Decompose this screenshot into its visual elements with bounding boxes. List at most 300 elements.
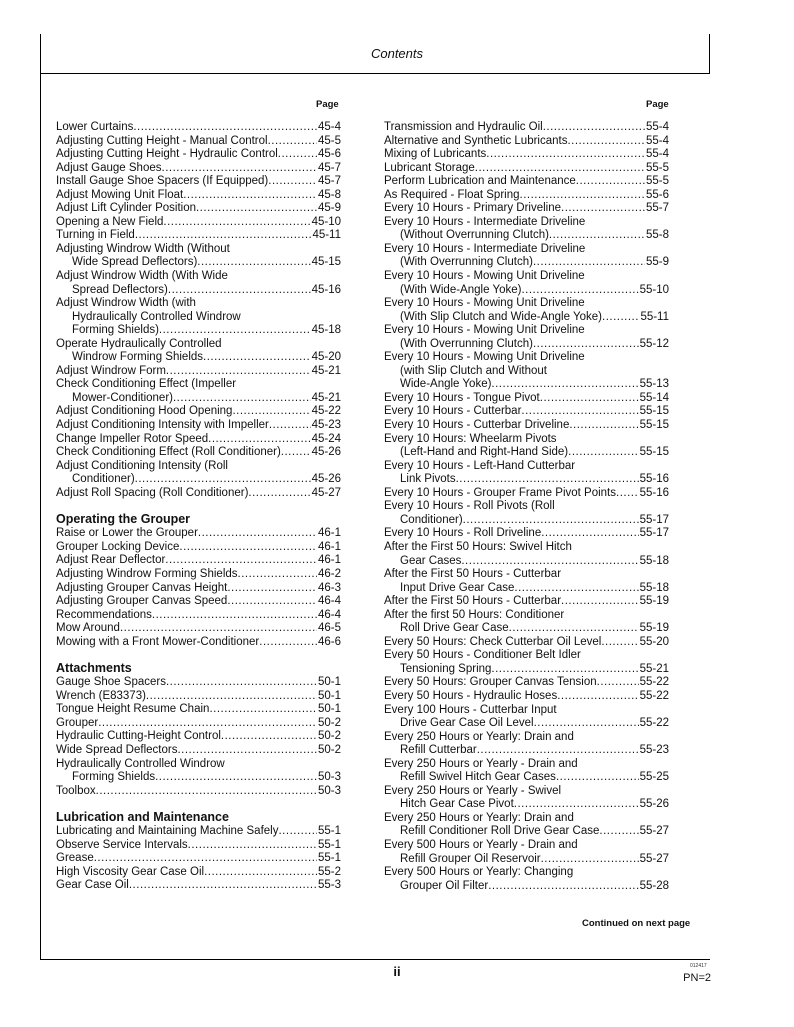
toc-entry[interactable]: [56, 135, 341, 149]
toc-entry[interactable]: [56, 148, 341, 162]
toc-entry[interactable]: [56, 879, 341, 893]
dot-leader: [183, 189, 317, 203]
toc-entry[interactable]: [56, 717, 341, 731]
dot-leader: [168, 284, 311, 298]
toc-entry[interactable]: [56, 690, 341, 704]
dot-leader: [463, 514, 639, 528]
toc-entry[interactable]: [56, 785, 341, 799]
toc-entry[interactable]: [384, 135, 669, 149]
section-heading: Operating the Grouper: [56, 512, 191, 527]
dot-leader: [601, 636, 638, 650]
toc-entry-page: 45-5: [317, 134, 341, 147]
toc-entry-title: Spread Deflectors): [72, 283, 168, 296]
toc-entry[interactable]: [56, 595, 341, 609]
toc-entry-line: Every 10 Hours - Mowing Unit Driveline: [384, 351, 585, 364]
toc-entry-title: Adjusting Windrow Forming Shields: [56, 567, 238, 580]
toc-entry-page: 55-17: [639, 527, 669, 540]
toc-entry[interactable]: [384, 270, 669, 297]
toc-entry-title: Forming Shields: [72, 771, 156, 784]
toc-entry-line: Every 10 Hours - Left-Hand Cutterbar: [384, 459, 576, 472]
dot-leader: [616, 487, 639, 501]
toc-entry-page: 55-6: [645, 188, 669, 201]
toc-entry[interactable]: [384, 419, 669, 433]
toc-entry-line: Every 10 Hours - Mowing Unit Driveline: [384, 324, 585, 337]
toc-entry-title: Adjusting Cutting Height - Manual Control: [56, 134, 268, 147]
toc-entry[interactable]: [384, 324, 669, 351]
toc-entry-page: 45-26: [311, 473, 341, 486]
toc-entry-page: 55-27: [639, 825, 669, 838]
toc-entry-title: (With Overrunning Clutch): [400, 337, 533, 350]
toc-entry-page: 45-27: [311, 486, 341, 499]
dot-leader: [259, 636, 317, 650]
toc-entry-page: 55-27: [639, 852, 669, 865]
toc-right-column: [384, 121, 669, 893]
toc-entry[interactable]: [56, 378, 341, 405]
toc-entry[interactable]: [56, 487, 341, 501]
toc-entry-page: 45-23: [311, 419, 341, 432]
dot-leader: [152, 609, 317, 623]
toc-entry[interactable]: [56, 744, 341, 758]
toc-entry[interactable]: [384, 460, 669, 487]
toc-entry-title: Grouper Oil Filter: [400, 879, 489, 892]
toc-entry[interactable]: [56, 297, 341, 338]
toc-entry[interactable]: [384, 487, 669, 501]
dot-leader: [146, 690, 317, 704]
dot-leader: [209, 703, 317, 717]
toc-entry-page: 55-18: [639, 554, 669, 567]
toc-entry-page: 55-5: [645, 161, 669, 174]
toc-entry[interactable]: [56, 852, 341, 866]
toc-entry[interactable]: [56, 582, 341, 596]
toc-entry-page: 46-1: [317, 527, 341, 540]
dot-leader: [521, 405, 638, 419]
toc-entry-title: Windrow Forming Shields: [72, 351, 204, 364]
dot-leader: [238, 568, 317, 582]
toc-entry-title: Mow Around: [56, 622, 120, 635]
dot-leader: [491, 663, 638, 677]
dot-leader: [166, 676, 317, 690]
document-code: 012417: [690, 963, 707, 969]
toc-entry-title: Every 10 Hours - Roll Driveline: [384, 527, 542, 540]
toc-entry-title: Link Pivots: [400, 473, 456, 486]
toc-entry-title: Change Impeller Rotor Speed: [56, 432, 209, 445]
dot-leader: [541, 853, 639, 867]
toc-entry[interactable]: [56, 825, 341, 839]
toc-entry-page: 46-1: [317, 554, 341, 567]
toc-entry-title: Forming Shields): [72, 324, 159, 337]
toc-entry-page: 55-22: [639, 717, 669, 730]
toc-entry-title: Every 10 Hours - Cutterbar Driveline: [384, 419, 570, 432]
dot-leader: [96, 785, 317, 799]
dot-leader: [520, 189, 645, 203]
toc-entry-title: Observe Service Intervals: [56, 838, 188, 851]
dot-leader: [198, 527, 317, 541]
toc-entry-page: 46-2: [317, 567, 341, 580]
toc-entry[interactable]: [56, 229, 341, 243]
toc-entry[interactable]: [56, 554, 341, 568]
dot-leader: [509, 622, 639, 636]
section-heading: Lubrication and Maintenance: [56, 810, 229, 825]
toc-entry-title: Every 10 Hours - Grouper Frame Pivot Points: [384, 486, 616, 499]
toc-entry-title: (Left-Hand and Right-Hand Side): [400, 446, 569, 459]
toc-entry-title: Check Conditioning Effect (Roll Conditioner): [56, 446, 281, 459]
dot-leader: [521, 284, 638, 298]
dot-leader: [540, 392, 639, 406]
toc-entry-title: Turning in Field: [56, 229, 135, 242]
toc-entry-title: Hydraulic Cutting-Height Control: [56, 730, 221, 743]
toc-entry[interactable]: [384, 121, 669, 135]
toc-entry-page: 45-6: [317, 148, 341, 161]
toc-entry-title: Conditioner): [400, 513, 463, 526]
toc-entry[interactable]: [56, 162, 341, 176]
dot-leader: [163, 216, 310, 230]
toc-entry-title: Lubricant Storage: [384, 161, 475, 174]
toc-entry-line: Hydraulically Controlled Windrow: [72, 310, 241, 323]
toc-entry-page: 50-1: [317, 689, 341, 702]
toc-entry-page: 55-16: [639, 473, 669, 486]
toc-entry[interactable]: [56, 676, 341, 690]
toc-entry-page: 45-8: [317, 188, 341, 201]
dot-leader: [133, 121, 317, 135]
toc-entry-page: 55-22: [639, 689, 669, 702]
toc-entry[interactable]: [384, 216, 669, 243]
dot-leader: [491, 378, 638, 392]
toc-entry-page: 55-8: [645, 229, 669, 242]
toc-entry[interactable]: [384, 758, 669, 785]
toc-entry-title: Refill Cutterbar: [400, 744, 477, 757]
toc-entry-title: High Viscosity Gear Case Oil: [56, 865, 205, 878]
toc-entry-page: 45-20: [311, 351, 341, 364]
dot-leader: [208, 433, 310, 447]
toc-entry[interactable]: [384, 595, 669, 609]
toc-entry-page: 55-11: [640, 310, 669, 323]
dot-leader: [203, 351, 311, 365]
dot-leader: [567, 135, 645, 149]
toc-entry[interactable]: [56, 270, 341, 297]
right-page-label: Page: [646, 99, 669, 110]
toc-entry-title: Adjusting Grouper Canvas Height: [56, 581, 228, 594]
toc-entry-title: Drive Gear Case Oil Level: [400, 717, 534, 730]
toc-entry-title: Roll Drive Gear Case: [400, 622, 509, 635]
toc-entry[interactable]: [56, 243, 341, 270]
dot-leader: [188, 839, 317, 853]
toc-entry[interactable]: [56, 609, 341, 623]
toc-entry-line: Every 500 Hours or Yearly - Drain and: [384, 838, 578, 851]
toc-entry-page: 46-6: [317, 635, 341, 648]
toc-entry[interactable]: [56, 703, 341, 717]
dot-leader: [227, 595, 317, 609]
toc-entry[interactable]: [56, 405, 341, 419]
toc-entry[interactable]: [384, 527, 669, 541]
toc-entry-title: Every 10 Hours - Primary Driveline: [384, 202, 562, 215]
toc-entry[interactable]: [384, 704, 669, 731]
toc-entry[interactable]: [56, 730, 341, 744]
toc-entry-page: 55-17: [639, 513, 669, 526]
dot-leader: [533, 338, 639, 352]
toc-entry[interactable]: [56, 216, 341, 230]
toc-entry-page: 46-3: [317, 581, 341, 594]
toc-entry[interactable]: [56, 568, 341, 582]
toc-entry-title: Every 10 Hours - Tongue Pivot: [384, 391, 540, 404]
toc-entry-page: 50-1: [317, 676, 341, 689]
toc-entry-title: Refill Grouper Oil Reservoir: [400, 852, 541, 865]
toc-entry-title: Conditioner): [72, 473, 135, 486]
toc-entry-page: 55-4: [645, 121, 669, 133]
toc-entry-line: Every 250 Hours or Yearly - Drain and: [384, 757, 578, 770]
toc-entry-page: 55-1: [317, 838, 341, 851]
toc-entry-title: Every 50 Hours: Grouper Canvas Tension: [384, 676, 597, 689]
toc-entry-page: 45-9: [317, 202, 341, 215]
toc-entry-page: 45-7: [317, 175, 341, 188]
dot-leader: [514, 582, 638, 596]
dot-leader: [568, 446, 638, 460]
toc-entry[interactable]: [56, 189, 341, 203]
toc-entry[interactable]: [384, 785, 669, 812]
dot-leader: [179, 541, 317, 555]
dot-leader: [269, 419, 311, 433]
toc-entry[interactable]: [56, 636, 341, 650]
toc-entry-title: Tensioning Spring: [400, 662, 492, 675]
toc-entry-page: 46-4: [317, 608, 341, 621]
toc-entry-page: 45-24: [311, 432, 341, 445]
dot-leader: [268, 175, 317, 189]
toc-entry[interactable]: [384, 568, 669, 595]
toc-entry-title: Recommendations: [56, 608, 152, 621]
toc-entry-title: Hitch Gear Case Pivot: [400, 798, 514, 811]
toc-entry[interactable]: [56, 527, 341, 541]
dot-leader: [534, 717, 639, 731]
toc-entry[interactable]: [384, 676, 669, 690]
toc-entry[interactable]: [56, 433, 341, 447]
toc-entry[interactable]: [56, 758, 341, 785]
dot-leader: [576, 175, 645, 189]
toc-entry[interactable]: [384, 148, 669, 162]
toc-entry-line: Check Conditioning Effect (Impeller: [56, 378, 237, 391]
dot-leader: [602, 311, 639, 325]
toc-entry-page: 55-28: [639, 879, 669, 892]
toc-left-column: [56, 121, 341, 893]
toc-entry-title: Raise or Lower the Grouper: [56, 527, 198, 540]
toc-entry[interactable]: [384, 405, 669, 419]
dot-leader: [561, 202, 645, 216]
toc-entry-title: Wide Spread Deflectors): [72, 256, 198, 269]
toc-entry-title: Wrench (E83373): [56, 689, 146, 702]
toc-entry[interactable]: [384, 162, 669, 176]
toc-entry-page: 55-26: [639, 798, 669, 811]
toc-entry[interactable]: [56, 121, 341, 135]
dot-leader: [597, 676, 639, 690]
toc-entry-page: 45-4: [317, 121, 341, 133]
toc-entry[interactable]: [56, 622, 341, 636]
toc-entry-page: 46-4: [317, 595, 341, 608]
toc-entry-line: Every 250 Hours or Yearly - Swivel: [384, 784, 562, 797]
toc-entry-title: Mower-Conditioner): [72, 391, 173, 404]
toc-entry-page: 55-10: [639, 283, 669, 296]
dot-leader: [155, 771, 317, 785]
dot-leader: [486, 148, 645, 162]
toc-entry[interactable]: [384, 243, 669, 270]
dot-leader: [278, 825, 316, 839]
toc-entry-title: Adjusting Grouper Canvas Speed: [56, 595, 228, 608]
dot-leader: [94, 852, 317, 866]
toc-entry-title: Adjusting Cutting Height - Hydraulic Control: [56, 148, 278, 161]
toc-entry-page: 45-18: [311, 324, 341, 337]
toc-entry-title: Opening a New Field: [56, 215, 164, 228]
toc-entry-title: Lower Curtains: [56, 121, 134, 133]
toc-entry-page: 45-16: [311, 283, 341, 296]
toc-entry-line: Adjust Windrow Width (With Wide: [56, 270, 228, 283]
toc-entry-page: 45-11: [312, 229, 341, 242]
toc-entry-page: 55-7: [645, 202, 669, 215]
toc-entry[interactable]: [384, 839, 669, 866]
toc-entry-page: 55-5: [645, 175, 669, 188]
toc-entry-line: After the First 50 Hours - Cutterbar: [384, 568, 562, 581]
toc-entry[interactable]: [384, 297, 669, 324]
toc-entry-page: 46-5: [317, 622, 341, 635]
toc-entry[interactable]: [384, 189, 669, 203]
toc-entry-title: Adjust Windrow Form: [56, 364, 166, 377]
dot-leader: [456, 473, 639, 487]
toc-entry-title: Grease: [56, 852, 94, 865]
pn-label: PN=2: [683, 972, 711, 984]
dot-leader: [196, 202, 317, 216]
toc-entry[interactable]: [384, 202, 669, 216]
dot-leader: [204, 866, 317, 880]
toc-entry[interactable]: [56, 338, 341, 365]
toc-entry-title: Transmission and Hydraulic Oil: [384, 121, 543, 133]
toc-entry-line: Every 500 Hours or Yearly: Changing: [384, 866, 574, 879]
dot-leader: [268, 135, 317, 149]
toc-entry-title: Adjust Rear Deflector: [56, 554, 166, 567]
toc-entry-title: (Without Overrunning Clutch): [400, 229, 549, 242]
toc-entry-title: Install Gauge Shoe Spacers (If Equipped): [56, 175, 269, 188]
toc-entry-line: After the first 50 Hours: Conditioner: [384, 608, 565, 621]
toc-entry[interactable]: [56, 202, 341, 216]
toc-entry-page: 55-1: [317, 825, 341, 838]
toc-entry-line: Every 10 Hours - Mowing Unit Driveline: [384, 297, 585, 310]
toc-entry-page: 55-2: [317, 865, 341, 878]
toc-entry[interactable]: [384, 866, 669, 893]
toc-entry-page: 46-1: [317, 540, 341, 553]
toc-entry-title: Alternative and Synthetic Lubricants: [384, 134, 568, 147]
toc-entry[interactable]: [384, 812, 669, 839]
toc-entry-page: 45-7: [317, 161, 341, 174]
toc-entry-title: Wide-Angle Yoke): [400, 378, 492, 391]
toc-entry-title: Every 50 Hours - Hydraulic Hoses: [384, 689, 558, 702]
toc-entry-page: 50-2: [317, 743, 341, 756]
toc-entry-line: Adjust Windrow Width (with: [56, 297, 196, 310]
toc-entry[interactable]: [384, 609, 669, 636]
dot-leader: [514, 798, 639, 812]
dot-leader: [248, 487, 310, 501]
toc-entry-line: Every 10 Hours - Intermediate Driveline: [384, 242, 586, 255]
toc-entry[interactable]: [384, 649, 669, 676]
toc-entry-title: Perform Lubrication and Maintenance: [384, 175, 576, 188]
toc-entry-line: Every 10 Hours - Roll Pivots (Roll: [384, 500, 555, 513]
toc-entry-title: Adjust Conditioning Hood Opening: [56, 405, 233, 418]
toc-entry-page: 45-26: [311, 446, 341, 459]
toc-entry-title: Refill Swivel Hitch Gear Cases: [400, 771, 556, 784]
dot-leader: [120, 622, 317, 636]
toc-entry[interactable]: [384, 175, 669, 189]
dot-leader: [197, 256, 310, 270]
toc-entry-line: Every 10 Hours: Wheelarm Pivots: [384, 432, 557, 445]
dot-leader: [561, 595, 639, 609]
dot-leader: [173, 392, 311, 406]
toc-entry-page: 55-13: [639, 378, 669, 391]
toc-entry-page: 55-14: [639, 391, 669, 404]
section-heading: Attachments: [56, 661, 132, 676]
toc-entry-title: Mowing with a Front Mower-Conditioner: [56, 635, 260, 648]
toc-entry-title: Adjust Conditioning Intensity with Impeller: [56, 419, 269, 432]
dot-leader: [162, 162, 317, 176]
dot-leader: [475, 162, 645, 176]
toc-entry[interactable]: [384, 541, 669, 568]
dot-leader: [533, 256, 645, 270]
toc-entry[interactable]: [56, 541, 341, 555]
dot-leader: [232, 405, 310, 419]
toc-entry-page: 55-9: [645, 256, 669, 269]
toc-entry-page: 55-4: [645, 134, 669, 147]
toc-entry-title: Grouper: [56, 716, 99, 729]
toc-entry-title: Wide Spread Deflectors: [56, 743, 178, 756]
toc-entry-line: Every 100 Hours - Cutterbar Input: [384, 703, 557, 716]
dot-leader: [599, 825, 638, 839]
dot-leader: [569, 419, 638, 433]
page-number: ii: [393, 964, 401, 979]
toc-entry[interactable]: [56, 365, 341, 379]
toc-entry[interactable]: [384, 690, 669, 704]
toc-entry-page: 55-4: [645, 148, 669, 161]
toc-entry-title: Grouper Locking Device: [56, 540, 180, 553]
toc-entry-line: Every 50 Hours - Conditioner Belt Idler: [384, 649, 581, 662]
toc-entry[interactable]: [384, 636, 669, 650]
toc-entry-title: Tongue Height Resume Chain: [56, 703, 210, 716]
toc-entry[interactable]: [56, 839, 341, 853]
dot-leader: [477, 744, 639, 758]
toc-entry[interactable]: [56, 446, 341, 460]
toc-entry-line: Adjust Conditioning Intensity (Roll: [56, 459, 228, 472]
toc-entry[interactable]: [384, 392, 669, 406]
toc-entry-page: 55-18: [639, 581, 669, 594]
toc-entry[interactable]: [384, 433, 669, 460]
toc-entry[interactable]: [56, 175, 341, 189]
toc-entry[interactable]: [56, 460, 341, 487]
toc-entry-page: 55-20: [639, 635, 669, 648]
toc-entry[interactable]: [384, 500, 669, 527]
toc-entry-line: Every 250 Hours or Yearly: Drain and: [384, 811, 574, 824]
toc-entry[interactable]: [384, 351, 669, 392]
toc-entry-page: 55-1: [317, 852, 341, 865]
toc-entry-line: Every 10 Hours - Mowing Unit Driveline: [384, 270, 585, 283]
dot-leader: [557, 690, 638, 704]
toc-entry-title: Lubricating and Maintaining Machine Safely: [56, 825, 279, 838]
toc-entry[interactable]: [56, 866, 341, 880]
toc-entry[interactable]: [56, 419, 341, 433]
toc-entry-title: (With Slip Clutch and Wide-Angle Yoke): [400, 310, 602, 323]
toc-entry-title: Every 50 Hours: Check Cutterbar Oil Level: [384, 635, 602, 648]
page-title: Contents: [370, 46, 424, 61]
toc-entry-page: 55-25: [639, 771, 669, 784]
toc-entry-page: 45-21: [311, 391, 341, 404]
toc-entry-page: 50-3: [317, 771, 341, 784]
toc-entry[interactable]: [384, 731, 669, 758]
toc-entry-line: (with Slip Clutch and Without: [400, 364, 548, 377]
toc-entry-page: 55-22: [639, 676, 669, 689]
dot-leader: [488, 880, 638, 894]
toc-entry-title: Refill Conditioner Roll Drive Gear Case: [400, 825, 600, 838]
toc-entry-title: Mixing of Lubricants: [384, 148, 487, 161]
